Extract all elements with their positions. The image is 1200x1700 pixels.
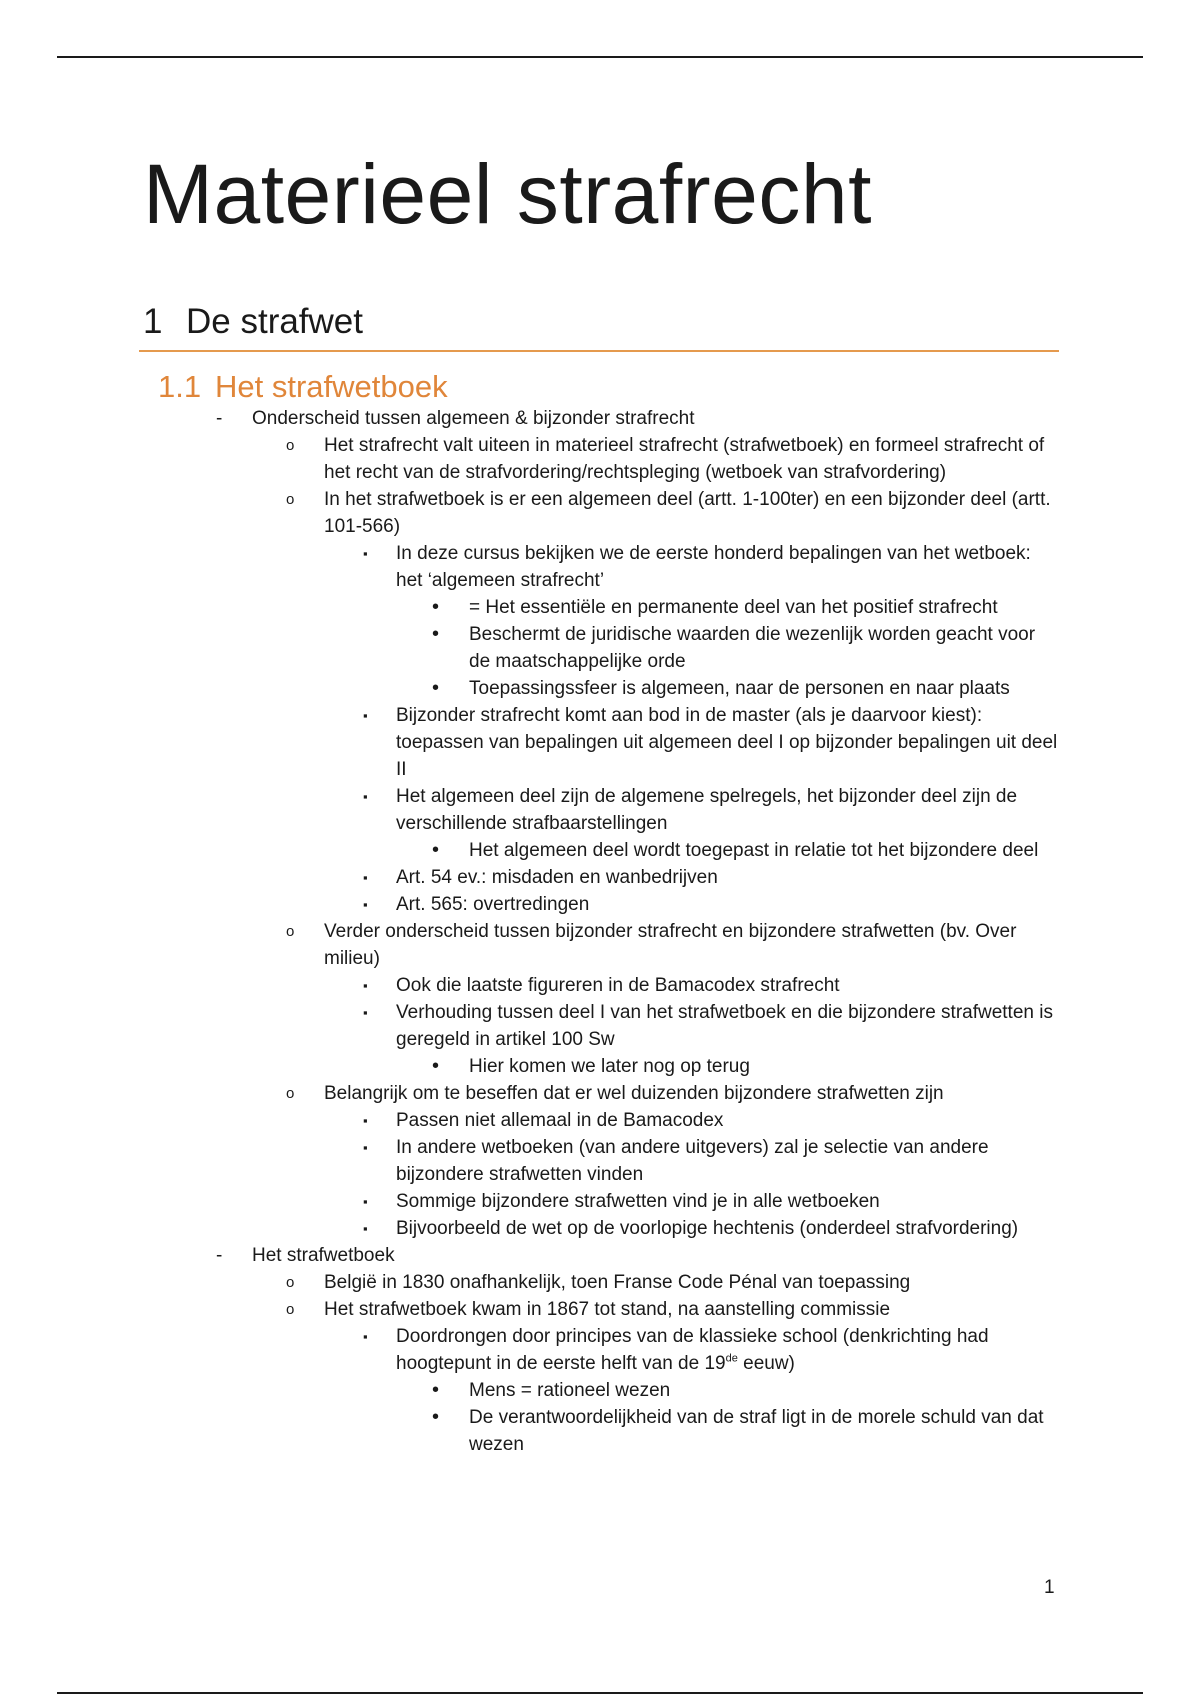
bullet-marker: • (432, 623, 440, 645)
list-item-text: Verder onderscheid tussen bijzonder strafrecht en bijzondere strafwetten (bv. Over milieu) (324, 921, 1017, 969)
bullet-marker: ▪ (363, 1194, 368, 1209)
list-item-text: Beschermt de juridische waarden die wezenlijk worden geacht voor de maatschappelijke orde (469, 624, 1036, 672)
list-item (0, 1107, 1200, 1134)
bullet-marker: ▪ (363, 897, 368, 912)
list-item-text: Sommige bijzondere strafwetten vind je in alle wetboeken (396, 1191, 880, 1212)
list-item (0, 702, 1200, 783)
list-item-text: In het strafwetboek is er een algemeen deel (artt. 1-100ter) en een bijzonder deel (artt. 101-566) (324, 489, 1051, 537)
list-item-text: Het strafwetboek (252, 1245, 395, 1266)
heading-2-text: Het strafwetboek (215, 369, 448, 404)
heading-2 (158, 368, 448, 405)
list-item (0, 837, 1200, 864)
bullet-marker: • (432, 1406, 440, 1428)
list-item-text: België in 1830 onafhankelijk, toen Franse Code Pénal van toepassing (324, 1272, 911, 1293)
list-item-text: Ook die laatste figureren in de Bamacodex strafrecht (396, 975, 840, 996)
list-item (0, 675, 1200, 702)
heading-1-underline (139, 350, 1059, 352)
bullet-marker: o (286, 923, 295, 940)
list-item-text: Het algemeen deel zijn de algemene spelregels, het bijzonder deel zijn de verschillende strafbaarstellingen (396, 786, 1018, 834)
list-item-text: Art. 54 ev.: misdaden en wanbedrijven (396, 867, 718, 888)
bullet-marker: ▪ (363, 708, 368, 723)
list-item-text: Doordrongen door principes van de klassieke school (denkrichting had hoogtepunt in de eerste helft van de 19 (396, 1326, 989, 1374)
bullet-marker: ▪ (363, 1140, 368, 1155)
list-item-text: Art. 565: overtredingen (396, 894, 590, 915)
header-rule (57, 56, 1143, 58)
bullet-marker: ▪ (363, 1113, 368, 1128)
list-item-text-tail: eeuw) (737, 1353, 795, 1374)
page-number: 1 (1044, 1577, 1055, 1598)
list-item (0, 891, 1200, 918)
list-item-text: Bijzonder strafrecht komt aan bod in de master (als je daarvoor kiest): toepassen van bepalingen uit algemeen deel I op bijzonder bepalingen uit deel II (396, 705, 1058, 780)
bullet-marker: • (432, 839, 440, 861)
bullet-marker: • (432, 596, 440, 618)
list-item-text: In deze cursus bekijken we de eerste honderd bepalingen van het wetboek: het ‘algemeen strafrecht’ (396, 543, 1031, 591)
footer-rule (57, 1692, 1143, 1694)
list-item (0, 1134, 1200, 1188)
bullet-marker: - (216, 408, 223, 429)
list-item (0, 864, 1200, 891)
superscript: de (725, 1352, 738, 1365)
list-item (0, 918, 1200, 972)
list-item-text: Hier komen we later nog op terug (469, 1056, 750, 1077)
heading-1-text: De strafwet (186, 302, 363, 341)
list-item (0, 432, 1200, 486)
list-item-text: In andere wetboeken (van andere uitgevers) zal je selectie van andere bijzondere strafwetten vinden (396, 1137, 989, 1185)
list-item-text: Bijvoorbeeld de wet op de voorlopige hechtenis (onderdeel strafvordering) (396, 1218, 1019, 1239)
bullet-marker: o (286, 1274, 295, 1291)
bullet-marker: ▪ (363, 978, 368, 993)
bullet-marker: ▪ (363, 1005, 368, 1020)
list-item (0, 405, 1200, 432)
list-item-text: Onderscheid tussen algemeen & bijzonder strafrecht (252, 408, 695, 429)
list-item (0, 1377, 1200, 1404)
heading-1 (143, 301, 363, 343)
list-item-text: Het strafrecht valt uiteen in materieel strafrecht (strafwetboek) en formeel strafrecht of het recht van de strafvordering/rechtspleging (wetboek van strafvordering) (324, 435, 1045, 483)
bullet-marker: • (432, 1379, 440, 1401)
bullet-marker: - (216, 1245, 223, 1266)
bullet-marker: ▪ (363, 1221, 368, 1236)
bullet-marker: ▪ (363, 546, 368, 561)
list-item (0, 1296, 1200, 1323)
list-item (0, 1188, 1200, 1215)
outline-list (0, 405, 1200, 1458)
list-item-text: Verhouding tussen deel I van het strafwetboek en die bijzondere strafwetten is geregeld in artikel 100 Sw (396, 1002, 1053, 1050)
list-item (0, 1053, 1200, 1080)
list-item (0, 1404, 1200, 1458)
bullet-marker: ▪ (363, 789, 368, 804)
heading-2-number: 1.1 (158, 369, 202, 404)
list-item (0, 999, 1200, 1053)
heading-1-number: 1 (143, 302, 163, 341)
list-item-text: Toepassingssfeer is algemeen, naar de personen en naar plaats (469, 678, 1010, 699)
bullet-marker: o (286, 1085, 295, 1102)
list-item (0, 1269, 1200, 1296)
bullet-marker: ▪ (363, 1329, 368, 1344)
list-item (0, 1323, 1200, 1377)
bullet-marker: o (286, 437, 295, 454)
list-item-text: Het algemeen deel wordt toegepast in relatie tot het bijzondere deel (469, 840, 1039, 861)
list-item-text: Het strafwetboek kwam in 1867 tot stand, na aanstelling commissie (324, 1299, 891, 1320)
bullet-marker: • (432, 677, 440, 699)
list-item (0, 621, 1200, 675)
list-item (0, 1215, 1200, 1242)
list-item (0, 972, 1200, 999)
list-item-text: = Het essentiële en permanente deel van het positief strafrecht (469, 597, 998, 618)
list-item-text: Passen niet allemaal in de Bamacodex (396, 1110, 724, 1131)
bullet-marker: ▪ (363, 870, 368, 885)
document-title: Materieel strafrecht (143, 147, 872, 241)
list-item-text: De verantwoordelijkheid van de straf ligt in de morele schuld van dat wezen (469, 1407, 1044, 1455)
bullet-marker: • (432, 1055, 440, 1077)
list-item (0, 1080, 1200, 1107)
list-item (0, 540, 1200, 594)
list-item-text: Mens = rationeel wezen (469, 1380, 671, 1401)
bullet-marker: o (286, 491, 295, 508)
list-item (0, 486, 1200, 540)
list-item (0, 594, 1200, 621)
list-item-text: Belangrijk om te beseffen dat er wel duizenden bijzondere strafwetten zijn (324, 1083, 944, 1104)
list-item (0, 1242, 1200, 1269)
list-item (0, 783, 1200, 837)
bullet-marker: o (286, 1301, 295, 1318)
